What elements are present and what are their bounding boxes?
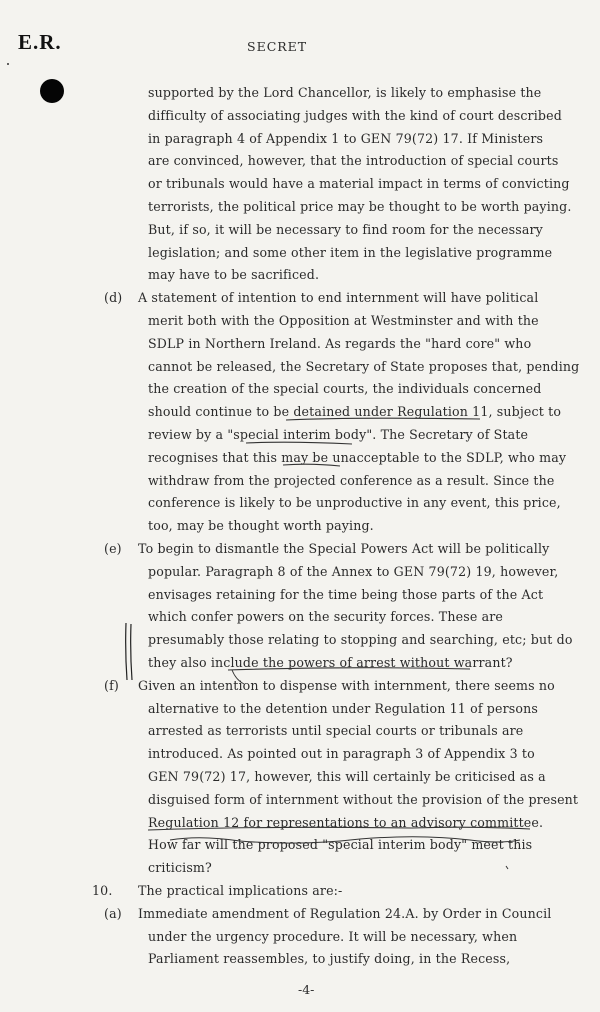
text-line: To begin to dismantle the Special Powers Act will be politically <box>138 541 550 556</box>
punch-hole <box>40 79 64 103</box>
page-number: -4- <box>298 982 315 997</box>
text-line: GEN 79(72) 17, however, this will certainly be criticised as a <box>148 769 546 784</box>
text-line: too, may be thought worth paying. <box>148 518 374 534</box>
text-line: envisages retaining for the time being those parts of the Act <box>148 586 544 602</box>
text-line: introduced. As pointed out in paragraph 3 of Appendix 3 to <box>148 746 535 762</box>
text-line: legislation; and some other item in the legislative programme <box>148 244 553 260</box>
initials-stamp: E.R. <box>18 30 62 54</box>
text-line: withdraw from the projected conference as a result. Since the <box>148 472 555 488</box>
text-line: Parliament reassembles, to justify doing, in the Recess, <box>148 951 511 967</box>
item-marker-e: (e) <box>104 541 122 556</box>
margin-line-right <box>131 624 132 680</box>
text-line: alternative to the detention under Regulation 11 of persons <box>148 700 539 716</box>
text-line: conference is likely to be unproductive in any event, this price, <box>148 495 561 511</box>
text-line: or tribunals would have a material impact in terms of convicting <box>148 176 570 192</box>
text-line: Given an intention to dispense with internment, there seems no <box>138 677 555 693</box>
security-classification: SECRET <box>247 39 308 54</box>
item-marker-d: (d) <box>104 290 123 306</box>
text-line: in paragraph 4 of Appendix 1 to GEN 79(72) 17. If Ministers <box>148 130 544 146</box>
pen-mark <box>506 866 508 869</box>
section-number: 10. <box>92 883 113 898</box>
item-marker-f: (f) <box>104 677 119 693</box>
text-line: How far will the proposed "special interim body" meet this <box>148 837 533 853</box>
text-line: SDLP in Northern Ireland. As regards the "hard core" who <box>148 335 532 351</box>
text-line: But, if so, it will be necessary to find room for the necessary <box>148 221 543 237</box>
text-line: criticism? <box>148 860 212 876</box>
text-line: terrorists, the political price may be thought to be worth paying. <box>148 199 572 214</box>
section-heading: The practical implications are:- <box>138 883 343 898</box>
text-line: arrested as terrorists until special courts or tribunals are <box>148 723 524 739</box>
text-line: A statement of intention to end internment will have political <box>138 290 539 306</box>
item-marker-a: (a) <box>104 905 122 921</box>
text-line: popular. Paragraph 8 of the Annex to GEN 79(72) 19, however, <box>148 563 559 579</box>
text-line: cannot be released, the Secretary of State proposes that, pending <box>148 358 580 374</box>
text-line: supported by the Lord Chancellor, is likely to emphasise the <box>148 85 542 100</box>
text-line: review by a "special interim body". The Secretary of State <box>148 427 529 442</box>
text-line: recognises that this may be unacceptable to the SDLP, who may <box>148 449 567 465</box>
text-line: merit both with the Opposition at Westminster and with the <box>148 313 539 328</box>
text-line: Regulation 12 for representations to an advisory committee. <box>148 814 544 830</box>
text-line: presumably those relating to stopping and searching, etc; but do <box>148 632 573 648</box>
text-line: they also include the powers of arrest without warrant? <box>148 655 513 670</box>
text-line: which confer powers on the security forces. These are <box>148 609 504 625</box>
text-line: disguised form of internment without the provision of the present <box>148 791 579 807</box>
text-line: Immediate amendment of Regulation 24.A. by Order in Council <box>138 905 552 921</box>
paper-speck <box>7 63 9 65</box>
text-line: may have to be sacrificed. <box>148 267 320 283</box>
text-line: under the urgency procedure. It will be necessary, when <box>148 928 518 944</box>
text-line: should continue to be detained under Regulation 11, subject to <box>148 404 562 420</box>
text-line: are convinced, however, that the introduction of special courts <box>148 153 559 169</box>
text-line: difficulty of associating judges with the kind of court described <box>148 107 562 123</box>
text-line: the creation of the special courts, the individuals concerned <box>148 381 542 397</box>
margin-line-left <box>126 623 127 680</box>
